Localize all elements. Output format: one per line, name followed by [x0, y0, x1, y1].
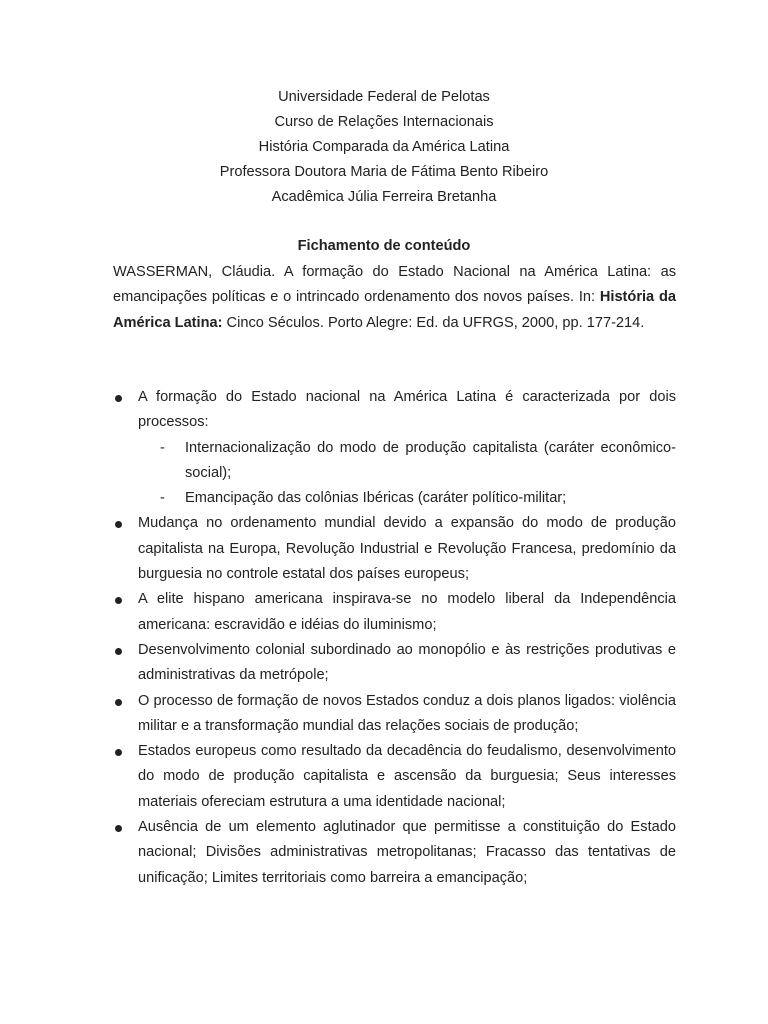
list-item: [113, 689, 676, 740]
header-subject: História Comparada da América Latina: [258, 139, 510, 155]
list-item-text: Mudança no ordenamento mundial devido a expansão do modo de produção capitalista na Europa, Revolução Industrial e Revolução Francesa, predomínio da burguesia no controle estatal dos países europeus;: [138, 515, 676, 583]
bullet-icon: [115, 699, 122, 706]
list-item-text: A formação do Estado nacional na América Latina é caracterizada por dois processos:: [138, 389, 676, 431]
list-item-text: Estados europeus como resultado da decadência do feudalismo, desenvolvimento do modo de produção capitalista e ascensão da burguesia; Seus interesses materiais ofereciam estrutura a uma identidade nacional;: [138, 743, 676, 810]
bullet-icon: [115, 825, 122, 832]
sub-list-item: [138, 486, 676, 511]
sub-list-item: [138, 436, 676, 487]
list-item: [113, 587, 676, 638]
bullet-icon: [115, 395, 122, 402]
bullet-icon: [115, 749, 122, 756]
bullet-icon: [115, 521, 122, 528]
list-item-text: A elite hispano americana inspirava-se no modelo liberal da Independência americana: escravidão e idéias do iluminismo;: [138, 591, 676, 633]
header-student: Acadêmica Júlia Ferreira Bretanha: [271, 189, 497, 205]
citation-text-before: WASSERMAN, Cláudia. A formação do Estado Nacional na América Latina: as emancipações políticas e o intrincado ordenamento dos novos países. In:: [113, 264, 676, 306]
citation-text-after: Cinco Séculos. Porto Alegre: Ed. da UFRGS, 2000, pp. 177-214.: [222, 314, 645, 331]
list-item-text: Ausência de um elemento aglutinador que permitisse a constituição do Estado nacional; Divisões administrativas metropolitanas; Fracasso das tentativas de unificação; Limites territoriais como barreira a emancipação;: [138, 819, 676, 886]
list-item: [113, 385, 676, 511]
dash-icon: -: [160, 490, 165, 507]
citation-book-title: História da América Latina:: [113, 289, 677, 331]
document-header: [0, 85, 768, 210]
bullet-icon: [115, 597, 122, 604]
header-professor: Professora Doutora Maria de Fátima Bento Ribeiro: [219, 164, 549, 180]
list-item-text: O processo de formação de novos Estados conduz a dois planos ligados: violência militar e a transformação mundial das relações sociais de produção;: [138, 692, 676, 734]
notes-list: [113, 385, 676, 891]
list-item: [113, 511, 676, 587]
bullet-icon: [115, 648, 122, 655]
header-course: Curso de Relações Internacionais: [274, 114, 494, 130]
document-title: Fichamento de conteúdo: [297, 238, 471, 254]
list-item: [113, 638, 676, 689]
list-item: [113, 815, 676, 891]
list-item-text: Desenvolvimento colonial subordinado ao monopólio e às restrições produtivas e administrativas da metrópole;: [138, 641, 676, 684]
header-university: Universidade Federal de Pelotas: [278, 89, 490, 105]
sub-list-item-text: Internacionalização do modo de produção capitalista (caráter econômico-social);: [185, 439, 676, 481]
list-item: [113, 739, 676, 815]
sub-list-item-text: Emancipação das colônias Ibéricas (caráter político-militar;: [185, 490, 567, 507]
dash-icon: -: [160, 439, 165, 456]
bibliographic-citation: [113, 260, 676, 336]
sub-list: [138, 436, 676, 512]
